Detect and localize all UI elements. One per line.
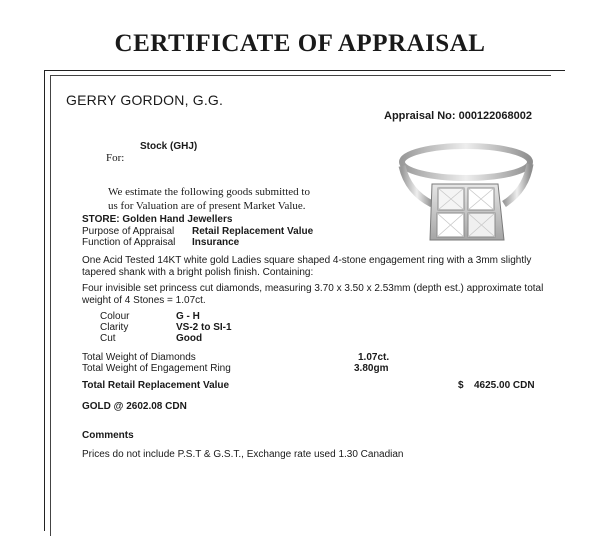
ring-shank-back [402,146,530,178]
diamond-line: Four invisible set princess cut diamonds, measuring 3.70 x 3.50 x 2.53mm (depth est.) approximate total [82,283,544,294]
valuation-line: us for Valuation are of present Market Value. [108,199,306,212]
appraisal-number: Appraisal No: 000122068002 [384,110,532,122]
function-label: Function of Appraisal [82,237,176,248]
comments-text: Prices do not include P.S.T & G.S.T., Exchange rate used 1.30 Canadian [82,449,404,460]
cut-value: Good [176,333,203,344]
colour-value: G - H [176,311,200,322]
clarity-value: VS-2 to SI-1 [176,322,232,333]
cut-label: Cut [100,333,116,344]
diamond-description [82,283,543,307]
description-line: tapered shank with a bright polish finish. Containing: [82,267,314,278]
ring-photo [386,128,542,256]
ring-weight-label: Total Weight of Engagement Ring [82,363,231,374]
purpose-label: Purpose of Appraisal [82,226,175,237]
function-value: Insurance [192,237,240,248]
diamond-weight-value: 1.07ct. [358,352,390,363]
valuation-statement [108,186,310,213]
client-name: Stock (GHJ) [140,141,198,152]
gold-rate: GOLD @ 2602.08 CDN [82,401,187,412]
colour-label: Colour [100,311,130,322]
valuation-line: We estimate the following goods submitted to [108,186,310,198]
for-label: For: [106,152,125,164]
diamond-line: weight of 4 Stones = 1.07ct. [82,295,206,306]
diamond-weight-label: Total Weight of Diamonds [82,352,196,363]
ring-weight-value: 3.80gm [354,363,389,374]
purpose-value: Retail Replacement Value [192,226,314,237]
total-value: 4625.00 CDN [474,380,535,391]
appraiser-name: GERRY GORDON, G.G. [66,92,224,108]
clarity-label: Clarity [100,322,129,333]
description-line: One Acid Tested 14KT white gold Ladies square shaped 4-stone engagement ring with a 3mm slightly [82,255,532,266]
document-title: CERTIFICATE OF APPRAISAL [114,30,486,57]
ring-description [82,255,531,279]
total-label: Total Retail Replacement Value [82,380,230,391]
comments-heading: Comments [82,430,134,441]
store-name: STORE: Golden Hand Jewellers [82,214,233,225]
total-currency: $ [458,380,464,391]
